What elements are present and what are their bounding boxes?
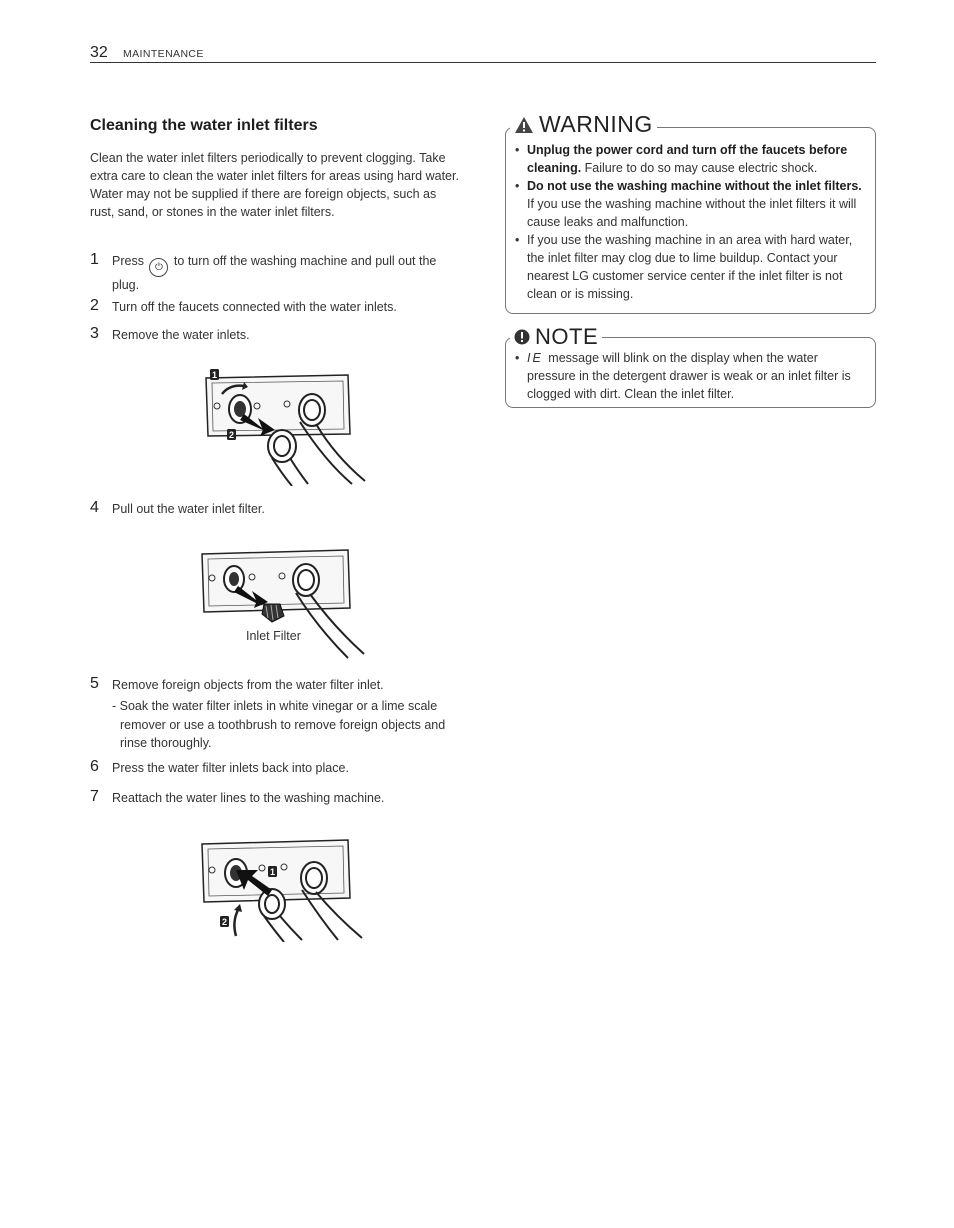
intro-paragraph: Clean the water inlet filters periodically to prevent clogging. Take extra care to clean the water inlet filters for areas using hard water. Water may not be supplied if there are foreign objects, such as rust, sand, or stones in the water inlet filters.: [90, 151, 459, 219]
step-text-after: to turn off the washing machine and pull out the plug.: [112, 254, 437, 292]
warning-item: [515, 231, 863, 303]
step-1: [90, 253, 462, 294]
power-button-icon: ⏻: [149, 258, 168, 277]
remove-inlets-illustration: [200, 366, 370, 486]
note-list: [515, 349, 863, 403]
note-item: [515, 349, 863, 403]
page-header: [90, 44, 876, 63]
step-number: 6: [90, 758, 99, 775]
warning-title: WARNING: [539, 111, 653, 137]
step-2: [90, 299, 462, 316]
left-column: [90, 117, 462, 221]
note-text: message will blink on the display when the water pressure in the detergent drawer is weak or an inlet filter is clogged with dirt. Clean the inlet filter.: [527, 351, 851, 401]
warning-triangle-icon: [514, 116, 534, 134]
step-number: 4: [90, 499, 99, 516]
pull-filter-illustration: [198, 546, 370, 661]
step-text: Reattach the water lines to the washing machine.: [112, 791, 385, 805]
note-title: NOTE: [535, 324, 599, 349]
warning-item-bold: Unplug the power cord and turn off the faucets before cleaning.: [527, 143, 848, 175]
step-7: [90, 790, 462, 807]
step-number: 1: [90, 251, 99, 268]
step-6: [90, 760, 462, 777]
step-text: Press the water filter inlets back into place.: [112, 761, 349, 775]
note-box: [505, 324, 876, 408]
warning-item: [515, 177, 863, 231]
warning-item-text: Failure to do so may cause electric shock.: [581, 161, 818, 175]
step-5: [90, 677, 462, 753]
step-number: 7: [90, 788, 99, 805]
figure-caption: Inlet Filter: [246, 629, 301, 643]
step-number: 3: [90, 325, 99, 342]
warning-box: [505, 111, 876, 314]
step-number: 5: [90, 675, 99, 692]
error-code: IE: [527, 351, 543, 365]
step-number: 2: [90, 297, 99, 314]
step-text: Turn off the faucets connected with the water inlets.: [112, 300, 397, 314]
figure-marker: 2: [228, 430, 235, 440]
warning-item-text: If you use the washing machine in an area with hard water, the inlet filter may clog due to lime buildup. Contact your nearest LG customer service center if the inlet filter is not clean or is missing.: [527, 233, 853, 301]
figure-marker: 2: [221, 917, 228, 927]
warning-list: [515, 141, 863, 303]
warning-item-text: If you use the washing machine without the inlet filters it will cause leaks and malfunction.: [527, 197, 857, 229]
step-text: [112, 253, 462, 294]
exclamation-circle-icon: [514, 329, 530, 345]
step-subtext: - Soak the water filter inlets in white vinegar or a lime scale remover or use a toothbrush to remove foreign objects and rinse thoroughly.: [112, 699, 446, 750]
section-title: Cleaning the water inlet filters: [90, 117, 318, 134]
warning-item-bold: Do not use the washing machine without the inlet filters.: [527, 179, 862, 193]
note-legend: [510, 324, 602, 350]
figure-marker: 1: [211, 370, 218, 380]
step-text: Remove the water inlets.: [112, 328, 250, 342]
step-4: [90, 501, 462, 518]
reattach-lines-illustration: [198, 836, 370, 942]
step-text: Pull out the water inlet filter.: [112, 502, 265, 516]
warning-item: [515, 141, 863, 177]
figure-marker: 1: [269, 867, 276, 877]
step-text: Remove foreign objects from the water filter inlet.: [112, 678, 384, 692]
step-text-before: Press: [112, 254, 144, 268]
warning-legend: [510, 111, 657, 138]
page-number: 32: [90, 44, 108, 61]
section-name: MAINTENANCE: [123, 48, 204, 60]
step-3: [90, 327, 462, 344]
